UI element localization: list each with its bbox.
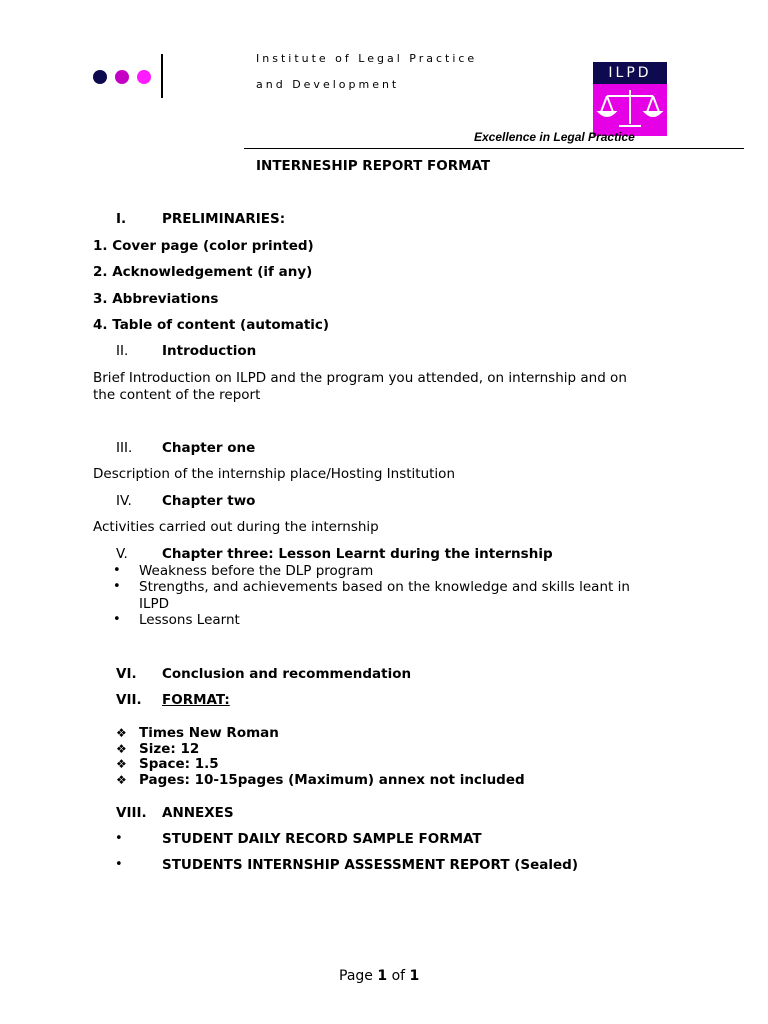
section-6-title: Conclusion and recommendation: [162, 666, 412, 682]
list-item: Lessons Learnt: [139, 612, 240, 628]
diamond-bullet-icon: ❖: [116, 773, 127, 787]
list-item: 4. Table of content (automatic): [93, 317, 330, 333]
section-5-number: V.: [116, 546, 128, 562]
header-vertical-rule: [161, 54, 163, 98]
bullet-icon: •: [113, 563, 121, 578]
section-8-number: VIII.: [116, 805, 147, 821]
slogan: Excellence in Legal Practice: [474, 130, 635, 144]
diamond-bullet-icon: ❖: [116, 726, 127, 740]
section-7-title: FORMAT:: [162, 692, 230, 708]
section-1-number: I.: [116, 211, 127, 227]
list-item: Times New Roman: [139, 725, 279, 741]
section-4-title: Chapter two: [162, 493, 256, 509]
section-2-text-line2: the content of the report: [93, 387, 261, 403]
of-word: of: [391, 968, 406, 984]
section-3-number: III.: [116, 440, 133, 456]
list-item: Pages: 10-15pages (Maximum) annex not included: [139, 772, 525, 788]
section-4-text: Activities carried out during the internship: [93, 519, 379, 535]
list-item: Weakness before the DLP program: [139, 563, 374, 579]
section-2-text-line1: Brief Introduction on ILPD and the program you attended, on internship and on: [93, 370, 627, 386]
list-item: STUDENT DAILY RECORD SAMPLE FORMAT: [162, 831, 482, 847]
section-4-number: IV.: [116, 493, 132, 509]
section-6-number: VI.: [116, 666, 137, 682]
purple-dot: [115, 70, 129, 84]
section-3-title: Chapter one: [162, 440, 256, 456]
bullet-icon: •: [113, 579, 121, 594]
pink-dot: [137, 70, 151, 84]
list-item: Strengths, and achievements based on the knowledge and skills leant in: [139, 579, 630, 595]
list-item: 2. Acknowledgement (if any): [93, 264, 313, 280]
diamond-bullet-icon: ❖: [116, 742, 127, 756]
scales-of-justice-icon: [593, 84, 667, 136]
list-item-continuation: ILPD: [139, 596, 170, 612]
bullet-icon: •: [115, 831, 123, 846]
list-item: 1. Cover page (color printed): [93, 238, 314, 254]
section-1-title: PRELIMINARIES:: [162, 211, 286, 227]
logo-top-band: [593, 62, 667, 84]
section-7-number: VII.: [116, 692, 142, 708]
navy-dot: [93, 70, 107, 84]
org-name-line1: Institute of Legal Practice: [256, 52, 478, 65]
section-5-title: Chapter three: Lesson Learnt during the internship: [162, 546, 553, 562]
section-2-title: Introduction: [162, 343, 257, 359]
section-8-title: ANNEXES: [162, 805, 234, 821]
page-number-footer: [339, 968, 419, 984]
bullet-icon: •: [115, 857, 123, 872]
logo-text: ILPD: [608, 65, 652, 81]
section-2-number: II.: [116, 343, 129, 359]
section-3-text: Description of the internship place/Hosting Institution: [93, 466, 456, 482]
list-item: STUDENTS INTERNSHIP ASSESSMENT REPORT (Sealed): [162, 857, 579, 873]
header-rule: [244, 148, 744, 149]
bullet-icon: •: [113, 612, 121, 627]
page-total: 1: [409, 968, 420, 984]
page-current: 1: [377, 968, 388, 984]
list-item: Size: 12: [139, 741, 200, 757]
org-name-line2: and Development: [256, 78, 400, 91]
page-title: INTERNESHIP REPORT FORMAT: [256, 158, 491, 174]
ilpd-logo: [593, 62, 667, 136]
diamond-bullet-icon: ❖: [116, 757, 127, 771]
list-item: Space: 1.5: [139, 756, 219, 772]
list-item: 3. Abbreviations: [93, 291, 219, 307]
page-word: Page: [339, 968, 373, 984]
